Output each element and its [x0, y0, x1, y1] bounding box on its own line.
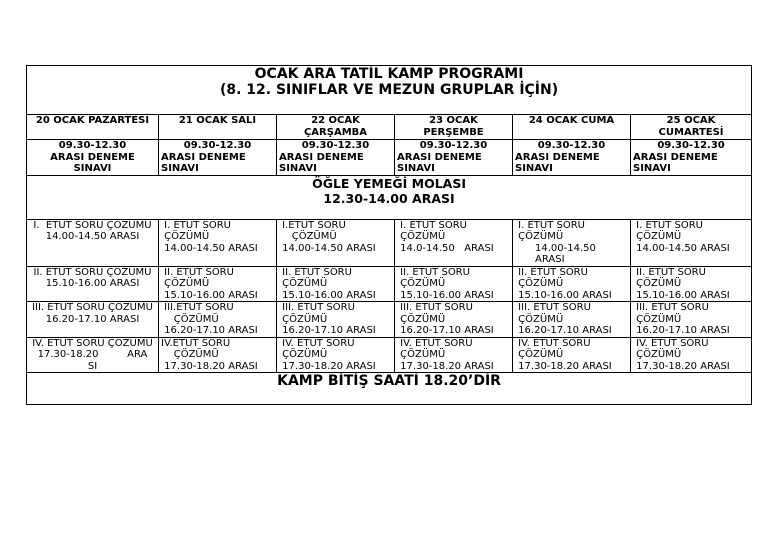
session-text: 14.00-14.50 ARASI — [161, 242, 258, 254]
session-text: III. ETÜT SORU — [515, 302, 591, 313]
exam-label: SINAVI — [73, 163, 112, 174]
session-text: ÇÖZÜMÜ — [633, 313, 682, 325]
lunch-break — [27, 175, 752, 219]
session-text: IV. ETÜT SORU — [279, 337, 355, 349]
exam-label: SINAVI — [279, 163, 317, 174]
lunch-time: 12.30-14.00 ARASI — [323, 190, 455, 206]
session-text: III. ETÜT SORU — [633, 302, 709, 313]
session-text: ÇÖZÜMÜ — [397, 349, 446, 360]
session-text: ÇÖZÜMÜ — [161, 349, 219, 360]
exam-label: ARASI DENEME — [633, 151, 718, 163]
day-header — [631, 115, 752, 140]
session-cell — [27, 219, 159, 266]
session-text: ÇÖZÜMÜ — [161, 231, 210, 242]
session-cell — [277, 302, 395, 338]
session-cell — [277, 219, 395, 266]
title-line-1: OCAK ARA TATİL KAMP PROGRAMI — [254, 66, 524, 82]
exam-time: 09.30-12.30 — [58, 140, 127, 151]
exam-cell — [513, 140, 631, 176]
session-text: 17.30-18.20 ARASI — [515, 360, 612, 372]
session-text: II. ETÜT SORU ÇÖZÜMÜ — [33, 266, 152, 278]
day-name: 21 OCAK SALI — [178, 115, 257, 126]
session-cell — [27, 337, 159, 373]
exam-label: ARASI DENEME — [397, 151, 482, 163]
session-text: 17.30-18.20 ARASI — [279, 360, 376, 372]
session-text: II. ETÜT SORU — [397, 266, 470, 278]
session-text: IV. ETÜT SORU — [633, 337, 709, 349]
day-name: 22 OCAK — [311, 115, 360, 126]
exam-label: SINAVI — [161, 163, 199, 174]
exam-cell — [277, 140, 395, 176]
session-text: I.ETÜT SORU — [279, 219, 346, 231]
exam-cell — [395, 140, 513, 176]
session-text: III. ETÜT SORU — [279, 302, 355, 313]
exam-label: ARASI DENEME — [161, 151, 246, 163]
session-text: ÇÖZÜMÜ — [515, 349, 564, 360]
session-text: ÇÖZÜMÜ — [515, 278, 564, 289]
session-text: 17.30-18.20 ARASI — [397, 360, 494, 372]
exam-time: 09.30-12.30 — [419, 140, 488, 151]
session-text: 14.00-14.50 ARASI — [633, 242, 730, 254]
session-text: III. ETÜT SORU ÇÖZÜMÜ — [32, 302, 153, 313]
day-weekday: CUMARTESİ — [658, 127, 724, 138]
exam-cell — [159, 140, 277, 176]
session-text: SI — [87, 360, 98, 372]
session-text: ÇÖZÜMÜ — [161, 313, 219, 325]
day-header — [27, 115, 159, 140]
day-header — [513, 115, 631, 140]
session-text: IV. ETÜT SORU — [397, 337, 473, 349]
session-text: ÇÖZÜMÜ — [633, 278, 682, 289]
session-text: II. ETÜT SORU — [161, 266, 234, 278]
session-text: 15.10-16.00 ARASI — [515, 289, 612, 301]
session-text: ÇÖZÜMÜ — [279, 313, 328, 325]
day-name: 23 OCAK — [429, 115, 478, 126]
session-text: ARASI — [535, 254, 565, 265]
exam-time: 09.30-12.30 — [183, 140, 252, 151]
exam-label: ARASI DENEME — [515, 151, 600, 163]
session-cell — [513, 266, 631, 302]
session-text: ÇÖZÜMÜ — [633, 349, 682, 360]
session-text: II. ETÜT SORU — [515, 266, 588, 278]
session-cell — [27, 302, 159, 338]
day-header — [159, 115, 277, 140]
day-name: 25 OCAK — [666, 115, 716, 126]
session-text: ÇÖZÜMÜ — [279, 349, 328, 360]
exam-time: 09.30-12.30 — [537, 140, 606, 151]
lunch-title: ÖĞLE YEMEĞİ MOLASI — [312, 175, 466, 191]
session-cell — [395, 337, 513, 373]
session-cell — [631, 266, 752, 302]
session-cell — [159, 302, 277, 338]
session-text: II. ETÜT SORU — [279, 266, 352, 278]
session-text: 16.20-17.10 ARASI — [161, 325, 258, 336]
session-text: II. ETÜT SORU — [633, 266, 706, 278]
session-text: 14.0-14.50 ARASI — [397, 242, 494, 254]
session-text: I. ETÜT SORU ÇÖZÜMÜ — [33, 219, 152, 231]
session-cell — [277, 266, 395, 302]
session-text: ÇÖZÜMÜ — [161, 278, 210, 289]
session-text: 15.10-16.00 ARASI — [279, 289, 376, 301]
session-text: III.ETÜT SORU — [161, 302, 234, 313]
session-text: 15.10-16.00 ARASI — [45, 278, 140, 289]
session-cell — [159, 337, 277, 373]
session-text: 16.20-17.10 ARASI — [397, 325, 494, 336]
session-cell — [395, 266, 513, 302]
session-text: I. ETÜT SORU — [161, 219, 232, 231]
session-text: ÇÖZÜMÜ — [397, 313, 446, 325]
session-text: 14.00-14.50 — [535, 242, 596, 254]
session-text: ÇÖZÜMÜ — [515, 313, 564, 325]
session-cell — [159, 266, 277, 302]
session-text: 15.10-16.00 ARASI — [397, 289, 494, 301]
day-header — [277, 115, 395, 140]
session-text: I. ETÜT SORU — [397, 219, 468, 231]
session-text: 16.20-17.10 ARASI — [515, 325, 612, 336]
exam-label: SINAVI — [633, 163, 671, 174]
session-cell — [513, 302, 631, 338]
session-text: IV. ETÜT SORU — [515, 337, 591, 349]
exam-cell — [27, 140, 159, 176]
day-name: 20 OCAK PAZARTESİ — [35, 115, 150, 126]
exam-label: SINAVI — [515, 163, 553, 174]
session-text: I. ETÜT SORU — [633, 219, 704, 231]
session-text: 14.00-14.50 ARASI — [45, 231, 140, 242]
session-text: ÇÖZÜMÜ — [397, 278, 446, 289]
day-weekday: ÇARŞAMBA — [303, 127, 368, 138]
session-cell — [513, 219, 631, 266]
session-cell — [631, 219, 752, 266]
session-cell — [631, 302, 752, 338]
session-cell — [631, 337, 752, 373]
day-header — [395, 115, 513, 140]
session-text: 16.20-17.10 ARASI — [45, 313, 140, 325]
session-text: ÇÖZÜMÜ — [279, 278, 328, 289]
exam-time: 09.30-12.30 — [657, 140, 725, 151]
session-cell — [395, 219, 513, 266]
session-text: ÇÖZÜMÜ — [633, 231, 682, 242]
session-cell — [513, 337, 631, 373]
session-text: 17.30-18.20 ARASI — [161, 360, 258, 372]
session-text: 16.20-17.10 ARASI — [279, 325, 376, 336]
exam-cell — [631, 140, 752, 176]
session-text: ÇÖZÜMÜ — [279, 231, 337, 242]
session-text: 17.30-18.20 ARASI — [633, 360, 730, 372]
session-text: 16.20-17.10 ARASI — [633, 325, 730, 336]
session-text: ÇÖZÜMÜ — [397, 231, 446, 242]
session-text: IV.ETÜT SORU — [161, 337, 231, 349]
session-text: ÇÖZÜMÜ — [515, 231, 564, 242]
session-cell — [395, 302, 513, 338]
session-text: 15.10-16.00 ARASI — [633, 289, 730, 301]
day-name: 24 OCAK CUMA — [528, 115, 615, 126]
session-cell — [159, 219, 277, 266]
session-text: 17.30-18.20 ARA — [37, 349, 148, 360]
exam-label: ARASI DENEME — [279, 151, 364, 163]
exam-time: 09.30-12.30 — [301, 140, 370, 151]
schedule-title — [27, 66, 752, 115]
exam-label: SINAVI — [397, 163, 435, 174]
session-text: 15.10-16.00 ARASI — [161, 289, 258, 301]
session-cell — [27, 266, 159, 302]
session-text: 14.00-14.50 ARASI — [279, 242, 376, 254]
day-weekday: PERŞEMBE — [423, 127, 484, 138]
session-text: IV. ETÜT SORU ÇÖZÜMÜ — [32, 337, 153, 349]
session-text: I. ETÜT SORU — [515, 219, 586, 231]
title-line-2: (8. 12. SINIFLAR VE MEZUN GRUPLAR İÇİN) — [219, 82, 559, 98]
session-cell — [277, 337, 395, 373]
session-text: III. ETÜT SORU — [397, 302, 473, 313]
camp-schedule-table — [26, 65, 752, 405]
camp-end-note: KAMP BİTİŞ SAATİ 18.20’DİR — [27, 373, 752, 405]
exam-label: ARASI DENEME — [50, 151, 135, 163]
